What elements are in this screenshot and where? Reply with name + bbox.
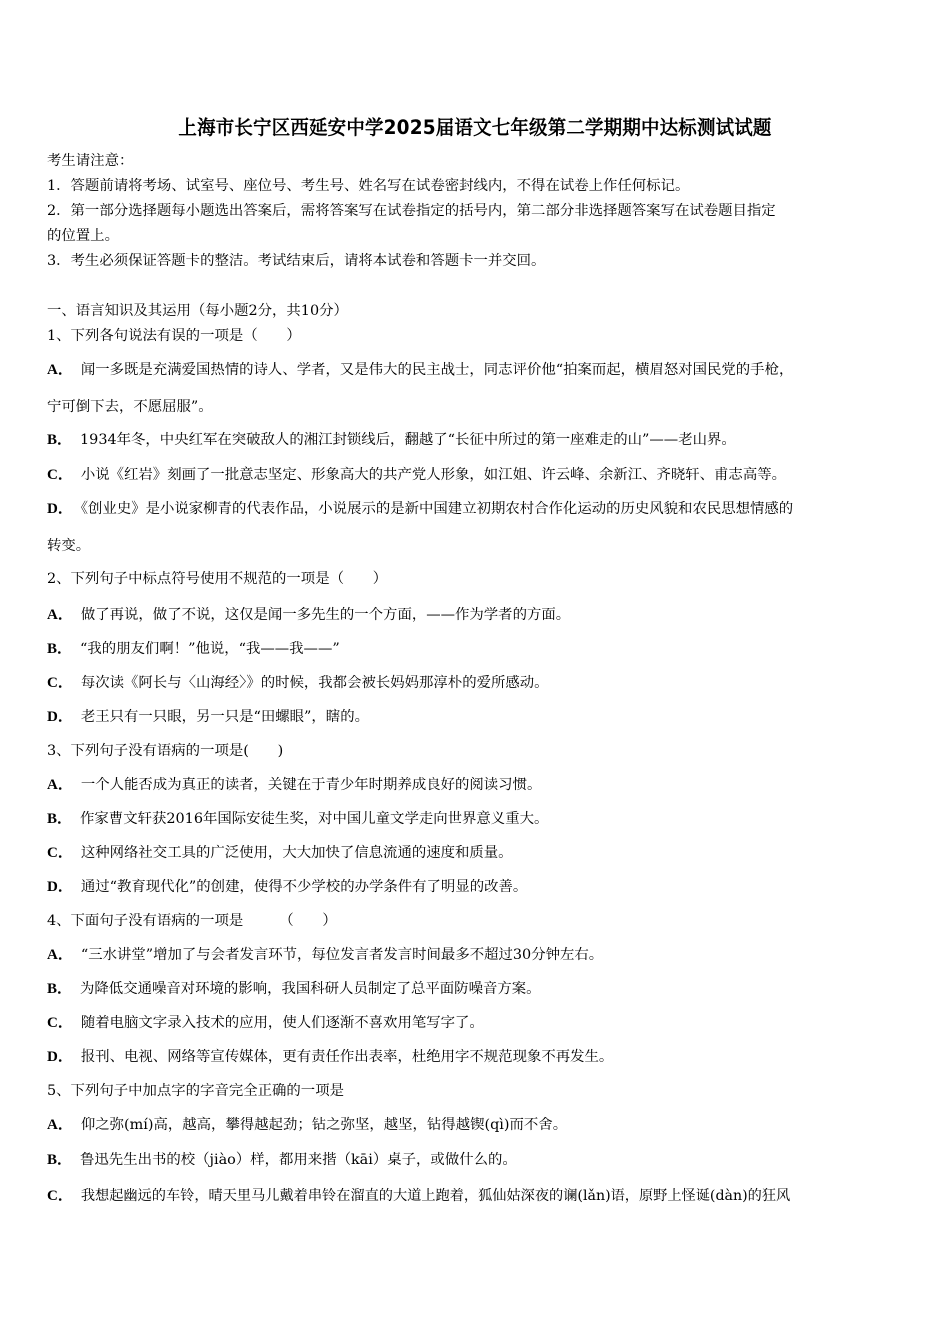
option-letter: D．: [47, 879, 73, 895]
q1-option-d: [47, 500, 793, 518]
option-text: 报刊、电视、网络等宣传媒体，更有责任作出表率，杜绝用字不规范现象不再发生。: [80, 1049, 614, 1065]
option-letter: A．: [47, 362, 73, 378]
option-text: 为降低交通噪音对环境的影响，我国科研人员制定了总平面防噪音方案。: [80, 981, 541, 997]
question-1-stem: 1、下列各句说法有误的一项是（ ）: [47, 328, 301, 344]
q3-option-b: [47, 810, 548, 828]
option-letter: C．: [47, 845, 73, 861]
q3-option-c: [47, 844, 513, 862]
q4-option-c: [47, 1014, 484, 1032]
option-letter: B．: [47, 641, 73, 657]
option-letter: B．: [47, 1152, 73, 1168]
q1-option-a-cont: 宁可倒下去，不愿屈服”。: [47, 399, 213, 415]
option-text: 老王只有一只眼，另一只是“田螺眼”，瞎的。: [80, 709, 369, 725]
question-3-stem: 3、下列句子没有语病的一项是( ): [47, 743, 284, 759]
option-letter: A．: [47, 777, 73, 793]
option-letter: D．: [47, 1049, 73, 1065]
q5-option-c: [47, 1187, 790, 1205]
exam-title: 上海市长宁区西延安中学2025届语文七年级第二学期期中达标测试试题: [178, 116, 772, 139]
option-text: 鲁迅先生出书的校（jiào）样，都用来揩（kāi）桌子，或做什么的。: [80, 1152, 517, 1168]
option-text: 一个人能否成为真正的读者，关键在于青少年时期养成良好的阅读习惯。: [80, 777, 542, 793]
option-text: 作家曹文轩获2016年国际安徒生奖，对中国儿童文学走向世界意义重大。: [80, 811, 549, 827]
option-letter: B．: [47, 432, 73, 448]
option-letter: B．: [47, 811, 73, 827]
notice-item-2: 2．第一部分选择题每小题选出答案后，需将答案写在试卷指定的括号内，第二部分非选择题答案写在试卷题目指定: [47, 203, 776, 219]
option-text: 我想起幽远的车铃，晴天里马儿戴着串铃在溜直的大道上跑着，狐仙姑深夜的谰(lǎn)语，原野上怪诞(dàn)的狂风: [80, 1188, 791, 1204]
section-heading: 一、语言知识及其运用（每小题2分，共10分）: [47, 303, 348, 319]
option-letter: D．: [47, 501, 73, 517]
notice-heading: 考生请注意：: [47, 153, 134, 169]
q3-option-a: [47, 776, 541, 794]
option-letter: B．: [47, 981, 73, 997]
q2-option-b: [47, 640, 340, 658]
option-text: 随着电脑文字录入技术的应用，使人们逐渐不喜欢用笔写字了。: [80, 1015, 484, 1031]
q5-option-b: [47, 1151, 517, 1169]
q1-option-b: [47, 431, 736, 449]
option-text: 1934年冬，中央红军在突破敌人的湘江封锁线后，翻越了“长征中所过的第一座难走的山”——老山界。: [80, 432, 736, 448]
option-text: 小说《红岩》刻画了一批意志坚定、形象高大的共产党人形象，如江姐、许云峰、余新江、齐晓轩、甫志高等。: [80, 467, 786, 483]
option-text: “我的朋友们啊！”他说，“我——我——”: [80, 641, 340, 657]
option-letter: C．: [47, 1015, 73, 1031]
q2-option-c: [47, 674, 549, 692]
option-text: 每次读《阿长与〈山海经〉》的时候，我都会被长妈妈那淳朴的爱所感动。: [80, 675, 549, 691]
option-letter: C．: [47, 467, 73, 483]
option-text: 仰之弥(mí)高，越高，攀得越起劲；钻之弥坚，越坚，钻得越锲(qì)而不舍。: [80, 1117, 568, 1133]
question-4-stem: 4、下面句子没有语病的一项是 （ ）: [47, 913, 337, 929]
option-text: 做了再说，做了不说，这仅是闻一多先生的一个方面，——作为学者的方面。: [80, 607, 571, 623]
q3-option-d: [47, 878, 527, 896]
q5-option-a: [47, 1116, 567, 1134]
option-text: 这种网络社交工具的广泛使用，大大加快了信息流通的速度和质量。: [80, 845, 513, 861]
q1-option-d-cont: 转变。: [47, 538, 91, 554]
option-letter: D．: [47, 709, 73, 725]
option-letter: A．: [47, 1117, 73, 1133]
option-letter: A．: [47, 947, 73, 963]
q4-option-d: [47, 1048, 613, 1066]
q2-option-a: [47, 606, 570, 624]
q4-option-a: [47, 946, 603, 964]
option-text: 闻一多既是充满爱国热情的诗人、学者，又是伟大的民主战士，同志评价他“拍案而起，横眉怒对国民党的手枪，: [80, 362, 794, 378]
q1-option-a: [47, 361, 793, 379]
question-2-stem: 2、下列句子中标点符号使用不规范的一项是（ ）: [47, 571, 388, 587]
option-text: 通过“教育现代化”的创建，使得不少学校的办学条件有了明显的改善。: [80, 879, 528, 895]
q1-option-c: [47, 466, 786, 484]
option-text: “三水讲堂”增加了与会者发言环节，每位发言者发言时间最多不超过30分钟左右。: [80, 947, 604, 963]
q2-option-d: [47, 708, 369, 726]
question-5-stem: 5、下列句子中加点字的字音完全正确的一项是: [47, 1083, 344, 1099]
notice-item-1: 1．答题前请将考场、试室号、座位号、考生号、姓名写在试卷密封线内，不得在试卷上作任何标记。: [47, 178, 690, 194]
option-letter: C．: [47, 1188, 73, 1204]
option-letter: A．: [47, 607, 73, 623]
q4-option-b: [47, 980, 541, 998]
notice-item-3: 3．考生必须保证答题卡的整洁。考试结束后，请将本试卷和答题卡一并交回。: [47, 253, 546, 269]
option-text: 《创业史》是小说家柳青的代表作品，小说展示的是新中国建立初期农村合作化运动的历史风貌和农民思想情感的: [80, 501, 794, 517]
option-letter: C．: [47, 675, 73, 691]
notice-item-2-cont: 的位置上。: [47, 228, 119, 244]
